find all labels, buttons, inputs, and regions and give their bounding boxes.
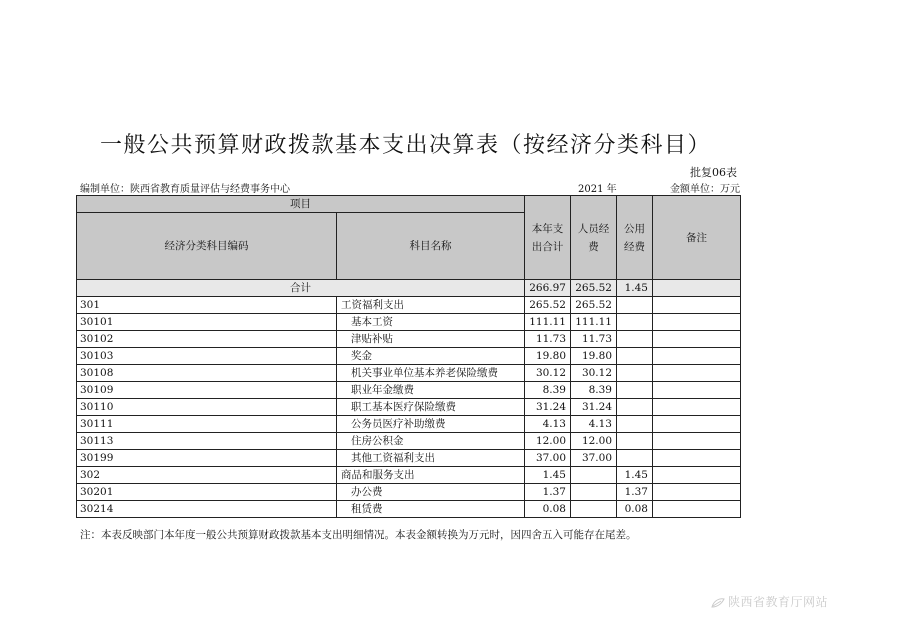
table-row	[77, 501, 741, 518]
watermark-text: 陕西省教育厅网站	[727, 595, 828, 609]
row-total: 30.12	[525, 365, 571, 382]
row-remark	[653, 399, 741, 416]
row-remark	[653, 382, 741, 399]
table-row	[77, 467, 741, 484]
row-personnel	[571, 484, 617, 501]
leaf-logo-icon	[710, 597, 726, 609]
row-name: 津贴补贴	[337, 331, 525, 348]
row-personnel: 111.11	[571, 314, 617, 331]
meta-row	[80, 180, 740, 194]
row-public	[617, 314, 653, 331]
row-public	[617, 297, 653, 314]
row-name: 工资福利支出	[337, 297, 525, 314]
row-code: 30199	[77, 450, 337, 467]
row-public: 1.45	[617, 467, 653, 484]
row-public	[617, 365, 653, 382]
row-public	[617, 382, 653, 399]
fiscal-year: 2021 年	[578, 184, 617, 195]
row-name: 住房公积金	[337, 433, 525, 450]
table-row	[77, 297, 741, 314]
row-public: 0.08	[617, 501, 653, 518]
row-name: 租赁费	[337, 501, 525, 518]
row-public	[617, 331, 653, 348]
row-code: 30111	[77, 416, 337, 433]
row-total: 12.00	[525, 433, 571, 450]
row-total: 1.45	[525, 467, 571, 484]
table-row	[77, 450, 741, 467]
row-total: 0.08	[525, 501, 571, 518]
row-personnel: 31.24	[571, 399, 617, 416]
header-remark: 备注	[653, 196, 741, 280]
row-personnel	[571, 501, 617, 518]
row-personnel: 8.39	[571, 382, 617, 399]
table-row	[77, 382, 741, 399]
row-remark	[653, 433, 741, 450]
total-row	[77, 280, 741, 297]
row-code: 30101	[77, 314, 337, 331]
row-total: 11.73	[525, 331, 571, 348]
row-remark	[653, 331, 741, 348]
row-remark	[653, 484, 741, 501]
row-code: 30214	[77, 501, 337, 518]
row-code: 301	[77, 297, 337, 314]
row-code: 30102	[77, 331, 337, 348]
row-code: 302	[77, 467, 337, 484]
row-code: 30109	[77, 382, 337, 399]
header-total: 本年支出合计	[525, 196, 571, 280]
row-remark	[653, 501, 741, 518]
row-total: 31.24	[525, 399, 571, 416]
row-name: 机关事业单位基本养老保险缴费	[337, 365, 525, 382]
row-public	[617, 416, 653, 433]
row-name: 基本工资	[337, 314, 525, 331]
total-personnel: 265.52	[571, 280, 617, 297]
row-code: 30201	[77, 484, 337, 501]
budget-table	[76, 195, 741, 518]
row-remark	[653, 348, 741, 365]
row-total: 265.52	[525, 297, 571, 314]
row-remark	[653, 416, 741, 433]
row-code: 30113	[77, 433, 337, 450]
header-public: 公用经费	[617, 196, 653, 280]
form-number: 批复06表	[690, 166, 737, 179]
row-name: 奖金	[337, 348, 525, 365]
row-total: 19.80	[525, 348, 571, 365]
row-total: 8.39	[525, 382, 571, 399]
row-personnel: 265.52	[571, 297, 617, 314]
row-public	[617, 348, 653, 365]
row-remark	[653, 467, 741, 484]
watermark	[710, 593, 828, 610]
row-name: 职业年金缴费	[337, 382, 525, 399]
row-total: 4.13	[525, 416, 571, 433]
table-row	[77, 416, 741, 433]
header-code: 经济分类科目编码	[77, 213, 337, 280]
total-label: 合计	[77, 280, 525, 297]
compiling-unit: 编制单位：陕西省教育质量评估与经费事务中心	[80, 184, 290, 195]
row-public: 1.37	[617, 484, 653, 501]
header-name: 科目名称	[337, 213, 525, 280]
row-name: 职工基本医疗保险缴费	[337, 399, 525, 416]
table-row	[77, 314, 741, 331]
total-remark	[653, 280, 741, 297]
row-personnel: 4.13	[571, 416, 617, 433]
row-code: 30110	[77, 399, 337, 416]
row-name: 办公费	[337, 484, 525, 501]
row-total: 111.11	[525, 314, 571, 331]
footnote: 注：本表反映部门本年度一般公共预算财政拨款基本支出明细情况。本表金额转换为万元时，因四舍五入可能存在尾差。	[80, 529, 637, 541]
row-code: 30103	[77, 348, 337, 365]
row-public	[617, 450, 653, 467]
row-name: 商品和服务支出	[337, 467, 525, 484]
row-personnel: 30.12	[571, 365, 617, 382]
header-project: 项目	[77, 196, 525, 213]
row-public	[617, 433, 653, 450]
row-remark	[653, 314, 741, 331]
row-remark	[653, 297, 741, 314]
row-total: 37.00	[525, 450, 571, 467]
table-row	[77, 331, 741, 348]
table-row	[77, 365, 741, 382]
page-title: 一般公共预算财政拨款基本支出决算表（按经济分类科目）	[100, 133, 712, 158]
row-remark	[653, 450, 741, 467]
table-row	[77, 433, 741, 450]
row-personnel: 19.80	[571, 348, 617, 365]
row-public	[617, 399, 653, 416]
row-personnel: 11.73	[571, 331, 617, 348]
row-personnel: 12.00	[571, 433, 617, 450]
header-personnel: 人员经费	[571, 196, 617, 280]
row-code: 30108	[77, 365, 337, 382]
table-row	[77, 399, 741, 416]
row-remark	[653, 365, 741, 382]
row-total: 1.37	[525, 484, 571, 501]
row-personnel: 37.00	[571, 450, 617, 467]
row-name: 公务员医疗补助缴费	[337, 416, 525, 433]
table-row	[77, 348, 741, 365]
row-personnel	[571, 467, 617, 484]
header-row-top	[77, 196, 741, 213]
amount-unit: 金额单位：万元	[670, 184, 740, 195]
total-public: 1.45	[617, 280, 653, 297]
total-amount: 266.97	[525, 280, 571, 297]
row-name: 其他工资福利支出	[337, 450, 525, 467]
table-row	[77, 484, 741, 501]
